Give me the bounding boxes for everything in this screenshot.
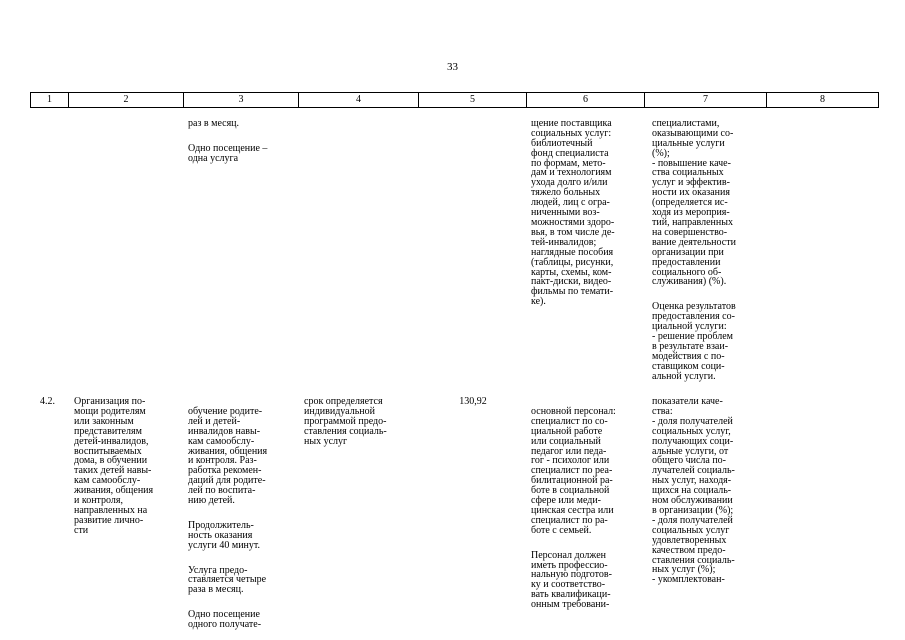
column-number: 7: [645, 93, 767, 108]
text-paragraph: щение поставщика социальных услуг: библиотечный фонд специалиста по формам, мето- дам и технологиям ухода долго и/или тяжело больных людей, лиц с огра- ниченными воз- можностями здоро- вья, в том числе де- тей-инвалидов; наглядные пособия (таблицы, рисунки, карты, схемы, ком- пакт-диски, видео- фильмы по темати- ке).: [531, 117, 615, 308]
column-number: 5: [419, 93, 527, 108]
text-paragraph: специалистами, оказывающими со- циальные услуги (%); - повышение каче- ства социальных услуг и эффектив- ности их оказания (определяется ис- ходя из мероприя- тий, направленных на совершенство- вание деятельности организации при предоставлении социального об- служивания) (%).: [652, 117, 736, 288]
page-number: 33: [447, 61, 458, 73]
column-number: 3: [184, 93, 299, 108]
service-term: срок определяется индивидуальной программой предо- ставления социаль- ных услуг: [304, 396, 387, 447]
quality-indicators: показатели каче- ства: - доля получателей социальных услуг, получающих соци- альные услуги, от общего числа по- лучателей социаль- ных услуг, находя- щихся на социаль- ном обслуживании в организации (%); - доля получателей социальных услуг удовлетворенных качеством предо- ставления социаль- ных услуг (%); - укомплектован-: [652, 396, 735, 586]
text-paragraph: Оценка результатов предоставления со- циальной услуги: - решение проблем в результате взаи- модействия с по- ставщиком соци- альной услуги.: [652, 301, 736, 382]
column-number: 1: [31, 93, 69, 108]
continued-quality-indicators: [652, 109, 768, 391]
text-paragraph: Продолжитель- ность оказания услуги 40 минут.: [188, 519, 261, 551]
column-number: 6: [527, 93, 645, 108]
text-paragraph: Одно посещение одного получате-: [188, 609, 262, 631]
service-tariff: 130,92: [459, 396, 487, 407]
service-name: Организация по- мощи родителям или законным представителям детей-инвалидов, воспитываемых дома, в обучении таких детей навы- кам самообслу- живания, общения и контроля, направленных на развитие личнo- сти: [74, 396, 154, 536]
column-number: 2: [69, 93, 184, 108]
text-paragraph: раз в месяц.: [188, 117, 240, 129]
continued-service-schedule: [188, 109, 300, 173]
text-paragraph: Персонал должен иметь профессио- нальную подготов- ку и соответство- вать квалификаци- онным требовани-: [531, 549, 612, 611]
text-paragraph: основной персонал: специалист по со- циальной работе или социальный педагог или педа- гог - психолог или специалист по реа- билитационной ра- боте в социальной сфере или меди- цинская сестра или специалист по ра- боте с семьей.: [531, 405, 616, 536]
row-number: 4.2.: [40, 396, 55, 407]
service-conditions: [531, 397, 643, 620]
column-number: 8: [767, 93, 879, 108]
column-number-header: [30, 92, 879, 108]
column-number: 4: [299, 93, 419, 108]
text-paragraph: Одно посещение – одна услуга: [188, 142, 268, 164]
service-description: [188, 397, 300, 640]
text-paragraph: Услуга предо- ставляется четыре раза в месяц.: [188, 564, 267, 596]
text-paragraph: обучение родите- лей и детей- инвалидов навы- кам самообслу- живания, общения и контроля. Раз- работка рекомен- даций для родите- лей по воспита- нию детей.: [188, 405, 268, 507]
continued-conditions: [531, 109, 643, 317]
